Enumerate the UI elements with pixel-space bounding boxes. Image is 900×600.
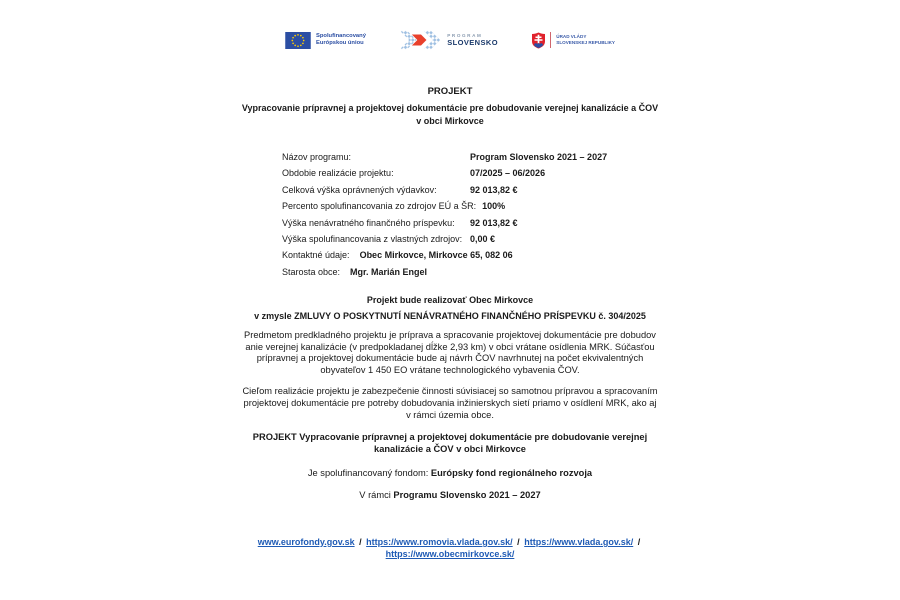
program-slovensko-icon [400, 30, 442, 50]
field-value: 0,00 € [470, 233, 496, 244]
footer-links-line2 [240, 548, 660, 560]
footer-links [240, 536, 660, 560]
urad-vlady-line1: ÚRAD VLÁDY [556, 34, 587, 39]
field-grant-amount [282, 218, 660, 228]
field-realization-period [282, 168, 660, 178]
field-program-name [282, 152, 660, 162]
field-label: Starosta obce: [282, 266, 341, 277]
field-label: Výška nenávratného finančného príspevku: [282, 217, 455, 228]
field-value: Mgr. Marián Engel [350, 266, 428, 277]
program-slovensko-logo [400, 30, 498, 50]
field-label: Názov programu: [282, 152, 352, 162]
link-separator: / [517, 536, 520, 547]
field-label: Výška spolufinancovania z vlastných zdrojov: [282, 233, 463, 244]
footer-links-line1 [240, 536, 660, 548]
realization-heading: Projekt bude realizovať Obec Mirkovce [366, 294, 534, 305]
field-contact-info [282, 250, 660, 260]
paragraph-project-subject: Predmetom predkladného projektu je príprava a spracovanie projektovej dokumentácie pre dobudov anie verejnej kanalizácie (v predpokladanej dĺžke 2,93 km) v obci vrátane osídlenia MRK. Súčasťou prípravnej a projektovej dokumentácie bude aj návrh ČOV navrhnutej na počet ekvivalentných obyvateľov 1 450 EO vrátane technologického vybavenia ČOV. [244, 329, 656, 376]
eu-logo-caption [316, 33, 366, 47]
funding-line [240, 468, 660, 478]
field-value: Program Slovensko 2021 – 2027 [470, 152, 608, 162]
field-cofinancing-percent [282, 201, 660, 211]
program-slovensko-caption [447, 33, 498, 47]
link-separator: / [637, 536, 641, 547]
field-value: 100% [482, 201, 506, 212]
funding-value: Európsky fond regionálneho rozvoja [430, 467, 593, 478]
program-slovensko-top-label: PROGRAM [447, 33, 483, 38]
link-separator: / [359, 536, 362, 547]
document-kicker: PROJEKT [427, 86, 473, 97]
project-heading: PROJEKT Vypracovanie prípravnej a projektovej dokumentácie pre dobudovanie verejnej kanalizácie a ČOV v obci Mirkovce [252, 432, 648, 455]
program-label: V rámci [359, 489, 391, 500]
field-value: 07/2025 – 06/2026 [470, 168, 546, 179]
urad-vlady-line2: SLOVENSKEJ REPUBLIKY [556, 40, 615, 45]
link-vlada[interactable]: https://www.vlada.gov.sk/ [524, 536, 634, 547]
gov-logo-divider [550, 32, 551, 48]
field-label: Celková výška oprávnených výdavkov: [282, 184, 437, 195]
slovak-coat-of-arms-icon [532, 32, 545, 49]
field-label: Obdobie realizácie projektu: [282, 168, 394, 179]
eu-flag-icon [285, 32, 311, 49]
link-eurofondy[interactable]: www.eurofondy.gov.sk [257, 536, 355, 547]
urad-vlady-caption [556, 34, 615, 46]
link-romovia-vlada[interactable]: https://www.romovia.vlada.gov.sk/ [366, 536, 513, 547]
field-total-eligible-expenses [282, 185, 660, 195]
field-value: 92 013,82 € [470, 217, 518, 228]
field-value: 92 013,82 € [470, 184, 518, 195]
eu-cofunded-logo [285, 32, 366, 49]
paragraph-project-goal: Cieľom realizácie projektu je zabezpečenie činnosti súvisiacej so samotnou prípravou a spracovaním projektovej dokumentácie pre potreby dobudovania inžinierskych sietí priamo v osídlení MRK, ako aj v rámci územia obce. [242, 385, 658, 420]
eu-caption-line2: Európskou úniou [316, 40, 364, 46]
link-obec-mirkovce[interactable]: https://www.obecmirkovce.sk/ [385, 548, 515, 559]
document-content [240, 0, 660, 560]
logos-row [285, 30, 615, 50]
program-value: Programu Slovensko 2021 – 2027 [393, 489, 541, 500]
project-fields [240, 152, 660, 277]
funding-label: Je spolufinancovaný fondom: [307, 467, 429, 478]
contract-line: v zmysle ZMLUVY O POSKYTNUTÍ NENÁVRATNÉHO FINANČNÉHO PRÍSPEVKU č. 304/2025 [254, 310, 646, 321]
document-title-line2: v obci Mirkovce [416, 116, 484, 126]
field-label: Percento spolufinancovania zo zdrojov EÚ a ŠR: [282, 201, 477, 212]
field-value: Obec Mirkovce, Mirkovce 65, 082 06 [359, 250, 513, 261]
field-label: Kontaktné údaje: [282, 250, 350, 261]
program-line [240, 490, 660, 500]
eu-caption-line1: Spolufinancovaný [316, 33, 366, 39]
document-title-line1: Vypracovanie prípravnej a projektovej dokumentácie pre dobudovanie verejnej kanalizácie a ČOV [241, 103, 659, 113]
field-own-resources [282, 234, 660, 244]
field-mayor [282, 267, 660, 277]
program-slovensko-bottom-label: SLOVENSKO [447, 38, 498, 47]
urad-vlady-logo [532, 32, 615, 49]
